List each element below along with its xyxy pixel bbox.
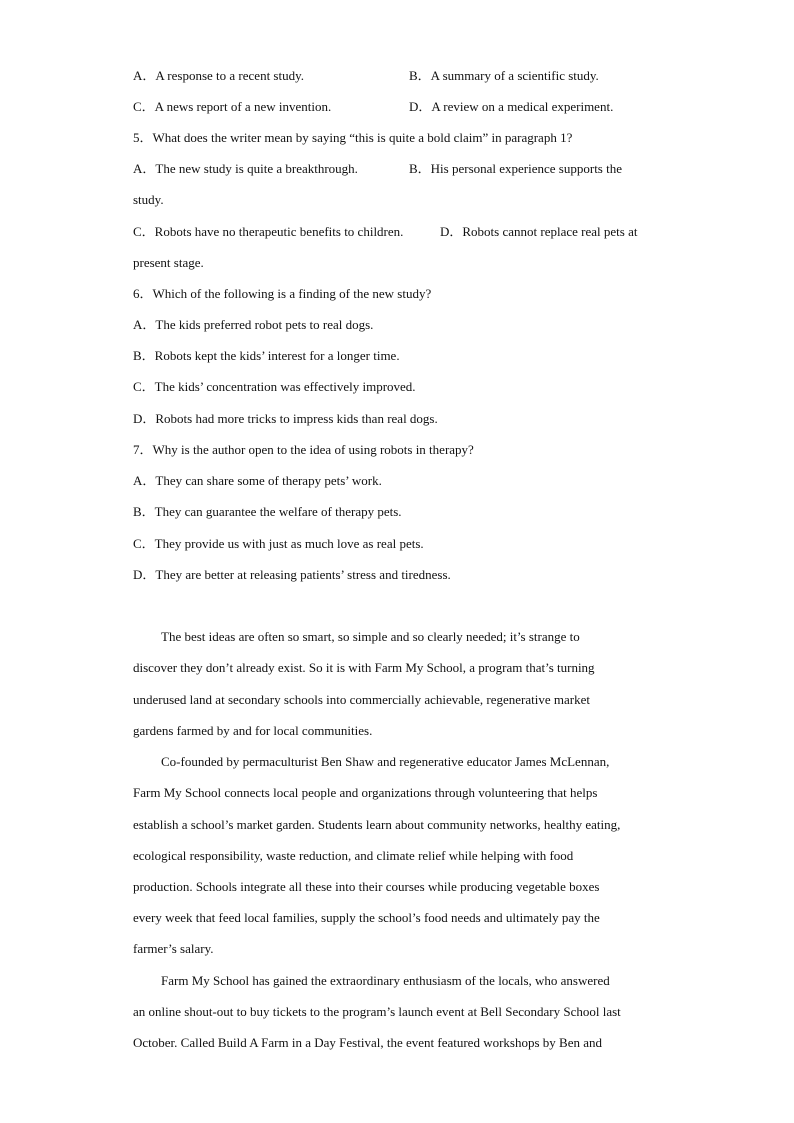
q7-option-d: D．They are better at releasing patients’ stress and tiredness. [133, 567, 451, 582]
passage-p1-line: discover they don’t already exist. So it is with Farm My School, a program that’s turning [133, 660, 595, 675]
q4-option-b: B．A summary of a scientific study. [409, 68, 599, 83]
passage-p2-line: ecological responsibility, waste reduction, and climate relief while helping with food [133, 848, 574, 863]
q4-option-c: C．A news report of a new invention. [133, 99, 332, 114]
passage-p3-line: October. Called Build A Farm in a Day Festival, the event featured workshops by Ben and [133, 1035, 602, 1050]
passage-p1-line: The best ideas are often so smart, so simple and so clearly needed; it’s strange to [161, 629, 580, 644]
q5-option-b-continued: study. [133, 192, 164, 207]
q7-option-c: C．They provide us with just as much love as real pets. [133, 536, 424, 551]
passage-p2-line: Co-founded by permaculturist Ben Shaw and regenerative educator James McLennan, [161, 754, 610, 769]
passage-p3-line: an online shout-out to buy tickets to the program’s launch event at Bell Secondary School last [133, 1004, 621, 1019]
q5-option-c: C．Robots have no therapeutic benefits to children. [133, 224, 404, 239]
q6-option-c: C．The kids’ concentration was effectively improved. [133, 379, 416, 394]
q5-option-d-continued: present stage. [133, 255, 204, 270]
q6-option-b: B．Robots kept the kids’ interest for a longer time. [133, 348, 400, 363]
q4-option-d: D．A review on a medical experiment. [409, 99, 614, 114]
q7-option-b: B．They can guarantee the welfare of therapy pets. [133, 504, 402, 519]
passage-p1-line: gardens farmed by and for local communities. [133, 723, 373, 738]
q5-option-d: D．Robots cannot replace real pets at [440, 224, 638, 239]
passage-p1-line: underused land at secondary schools into commercially achievable, regenerative market [133, 692, 590, 707]
q5-stem: 5．What does the writer mean by saying “this is quite a bold claim” in paragraph 1? [133, 130, 573, 145]
passage-p2-line: every week that feed local families, supply the school’s food needs and ultimately pay the [133, 910, 600, 925]
q7-stem: 7．Why is the author open to the idea of using robots in therapy? [133, 442, 474, 457]
passage-p3-line: Farm My School has gained the extraordinary enthusiasm of the locals, who answered [161, 973, 610, 988]
q4-option-a: A．A response to a recent study. [133, 68, 305, 83]
passage-p2-line: Farm My School connects local people and organizations through volunteering that helps [133, 785, 598, 800]
q7-option-a: A．They can share some of therapy pets’ work. [133, 473, 382, 488]
q6-option-d: D．Robots had more tricks to impress kids than real dogs. [133, 411, 438, 426]
passage-p2-line: farmer’s salary. [133, 941, 214, 956]
q5-option-b: B．His personal experience supports the [409, 161, 623, 176]
q6-stem: 6．Which of the following is a finding of the new study? [133, 286, 432, 301]
q5-option-a: A．The new study is quite a breakthrough. [133, 161, 358, 176]
passage-p2-line: establish a school’s market garden. Students learn about community networks, healthy eating, [133, 817, 621, 832]
passage-p2-line: production. Schools integrate all these into their courses while producing vegetable boxes [133, 879, 600, 894]
q6-option-a: A．The kids preferred robot pets to real dogs. [133, 317, 374, 332]
